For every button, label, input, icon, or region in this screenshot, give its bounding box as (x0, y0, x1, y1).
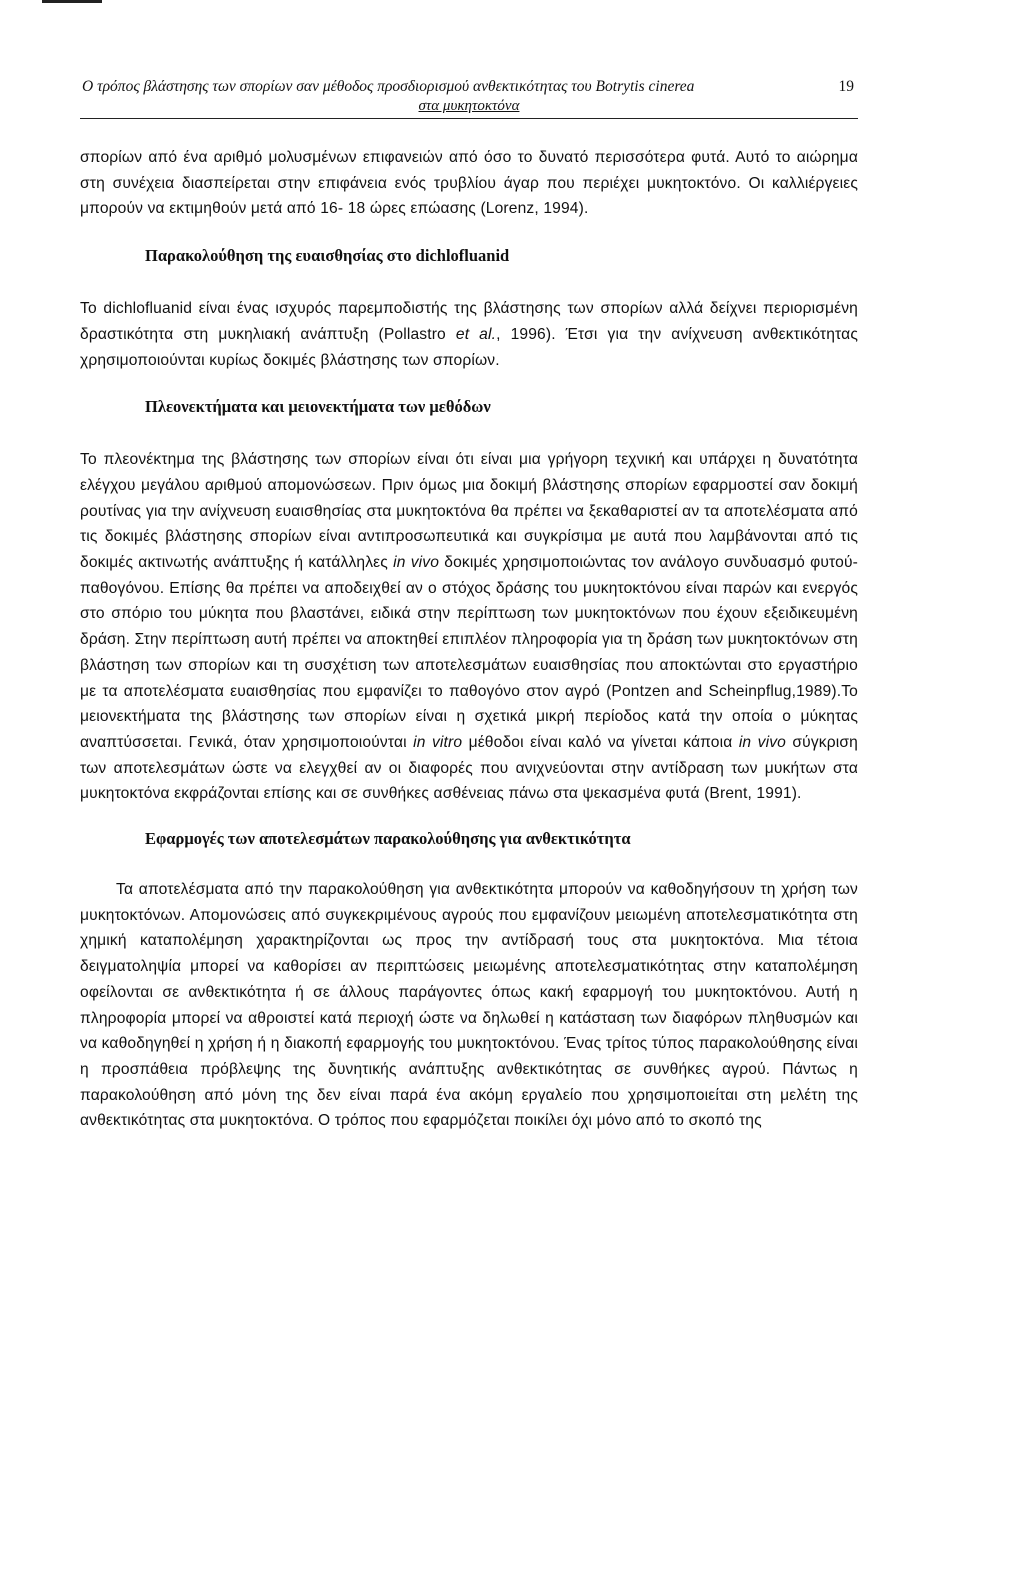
page-number: 19 (838, 78, 854, 95)
running-title-continued: στα μυκητοκτόνα (418, 98, 520, 114)
text-run: Το dichlofluanid είναι ένας ισχυρός παρεμποδιστής της βλάστησης των σπορίων αλλά δείχνει περιορισμένη δραστικότητα στη μυκηλιακή ανάπτυξη (Pollastro (80, 300, 858, 343)
paragraph-pros-cons (80, 447, 858, 807)
running-header (80, 72, 858, 119)
text-run: δοκιμές χρησιμοποιώντας τον ανάλογο συνδυασμό φυτού-παθογόνου. Επίσης θα πρέπει να αποδειχθεί αν ο στόχος δράσης του μυκητοκτόνου είναι παρών και ενεργός στο σπόριο του μύκητα που βλαστάνει, ειδικά στην περίπτωση των μυκητοκτόνων που έχουν εξειδικευμένη δράση. Στην περίπτωση αυτή πρέπει να αποκτηθεί επιπλέον πληροφορία για τη δράση των μυκητοκτόνων στη βλάστηση των σπορίων και τη συσχέτιση των αποτελεσμάτων ευαισθησίας που αποκτώνται στο εργαστήριο με τα αποτελέσματα ευαισθησίας που εμφανίζει το παθογόνο στον αγρό (Pontzen and Scheinpflug,1989).Το μειονεκτήματα της βλάστησης των σπορίων είναι η σχετικά μικρή περίοδος κατά την οποία ο μύκητας αναπτύσσεται. Γενικά, όταν χρησιμοποιούνται (80, 554, 858, 751)
text-run: Το πλεονέκτημα της βλάστησης των σπορίων είναι ότι είναι μια γρήγορη τεχνική και υπάρχει η δυνατότητα ελέγχου μεγάλου αριθμού απομονώσεων. Πριν όμως μια δοκιμή βλάστησης σπορίων εφαρμοστεί σαν δοκιμή ρουτίνας για την ανίχνευση ευαισθησίας στα μυκητοκτόνα θα πρέπει να ξεκαθαριστεί αν τα αποτελέσματα από τις δοκιμές βλάστησης σπορίων είναι αντιπροσωπευτικά και συγκρίσιμα με αυτά που λαμβάνονται από τις δοκιμές ακτινωτής ανάπτυξης ή κατάλληλες (80, 451, 858, 572)
italic-run: in vivo (393, 554, 440, 572)
document-page (80, 0, 858, 1134)
section-heading-pros-cons: Πλεονεκτήματα και μειονεκτήματα των μεθόδων (145, 397, 491, 417)
paragraph-dichlofluanid (80, 296, 858, 373)
italic-run: in vitro (413, 733, 463, 751)
running-title: Ο τρόπος βλάστησης των σπορίων σαν μέθοδος προσδιορισμού ανθεκτικότητας του Botrytis cinerea (82, 78, 695, 95)
paragraph-intro: σπορίων από ένα αριθμό μολυσμένων επιφανειών από όσο το δυνατό περισσότερα φυτά. Αυτό το αιώρημα στη συνέχεια διασπείρεται στην επιφάνεια ενός τρυβλίου άγαρ που περιέχει μυκητοκτόνο. Οι καλλιέργειες μπορούν να εκτιμηθούν μετά από 16- 18 ώρες επώασης (Lorenz, 1994). (80, 149, 858, 218)
paragraph-applications: Τα αποτελέσματα από την παρακολούθηση για ανθεκτικότητα μπορούν να καθοδηγήσουν τη χρήση των μυκητοκτόνων. Απομονώσεις από συγκεκριμένους αγρούς που εμφανίζουν μειωμένη αποτελεσματικότητα στη χημική καταπολέμηση χαρακτηρίζονται ως προς την αντίδρασή τους στα μυκητοκτόνα. Μια τέτοια δειγματοληψία μπορεί να καθορίσει αν περιπτώσεις μειωμένης αποτελεσματικότητας στην καταπολέμηση οφείλονται σε ανθεκτικότητα ή σε άλλους παράγοντες όπως κακή εφαρμογή του μυκητοκτόνου. Αυτή η πληροφορία μπορεί να αθροιστεί κατά περιοχή ώστε να δηλωθεί η κατάσταση των διαφόρων πληθυσμών και να καθοδηγηθεί η χρήση ή η διακοπή εφαρμογής του μυκητοκτόνου. Ένας τρίτος τύπος παρακολούθησης είναι η προσπάθεια πρόβλεψης της δυνητικής ανάπτυξης ανθεκτικότητας σε συνθήκες αγρού. Πάντως η παρακολούθηση από μόνη της δεν είναι παρά ένα ακόμη εργαλείο που χρησιμοποιείται στη μελέτη της ανθεκτικότητας στα μυκητοκτόνα. Ο τρόπος που εφαρμόζεται ποικίλει όχι μόνο από το σκοπό της (80, 881, 858, 1130)
section-heading-applications: Εφαρμογές των αποτελεσμάτων παρακολούθησης για ανθεκτικότητα (145, 829, 631, 849)
section-heading-dichlofluanid: Παρακολούθηση της ευαισθησίας στο dichlofluanid (145, 246, 510, 266)
italic-run: in vivo (738, 733, 786, 751)
text-run: σύγκριση των αποτελεσμάτων ώστε να ελεγχθεί αν οι διαφορές που ανιχνεύονται στην αντίδραση των μυκήτων στα μυκητοκτόνα εκφράζονται επίσης και σε συνθήκες ασθένειας πάνω στα ψεκασμένα φυτά (Brent, 1991). (80, 733, 858, 803)
italic-run: et al. (455, 325, 497, 343)
text-run: , 1996). Έτσι για την ανίχνευση ανθεκτικότητας χρησιμοποιούνται κυρίως δοκιμές βλάστησης των σπορίων. (80, 325, 858, 369)
text-run: μέθοδοι είναι καλό να γίνεται κάποια (462, 733, 739, 751)
